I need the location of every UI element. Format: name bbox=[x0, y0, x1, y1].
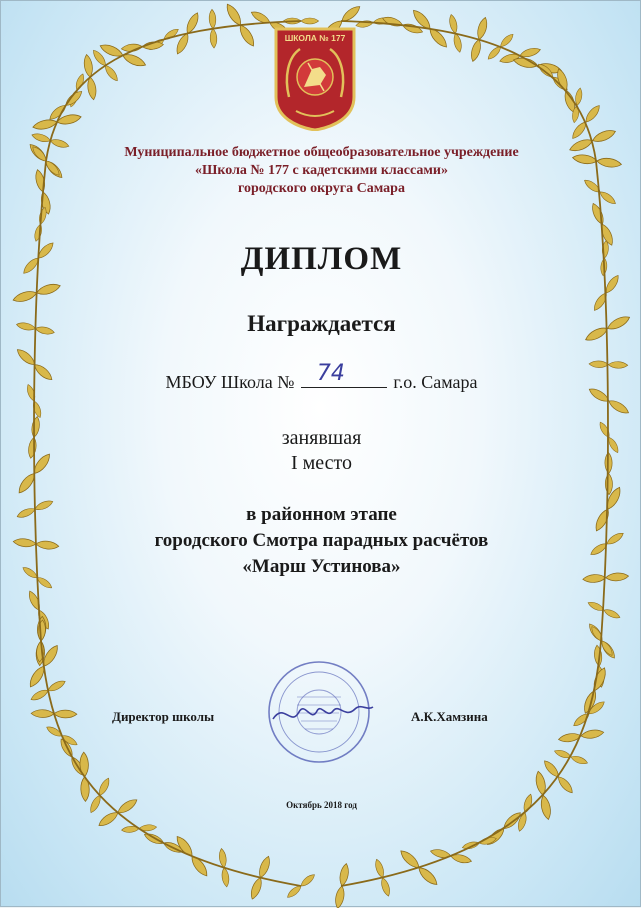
diploma-title: ДИПЛОМ bbox=[240, 241, 403, 277]
event-line-1: в районном этапе bbox=[246, 504, 397, 525]
event-line-2: городского Смотра парадных расчётов bbox=[154, 530, 489, 551]
place-text: I место bbox=[290, 452, 353, 474]
school-emblem bbox=[274, 27, 356, 131]
institution-line-3: городского округа Самара bbox=[238, 181, 405, 196]
occupied-text: занявшая bbox=[281, 427, 362, 449]
school-number-blank bbox=[301, 361, 387, 388]
school-line bbox=[1, 361, 641, 393]
signature-name: А.К.Хамзина bbox=[411, 709, 488, 724]
school-suffix: г.о. Самара bbox=[393, 372, 478, 392]
issue-date: Октябрь 2018 год bbox=[286, 800, 357, 810]
institution-line-1: Муниципальное бюджетное общеобразовательное учреждение bbox=[124, 145, 519, 160]
school-number-handwritten: 74 bbox=[316, 361, 345, 386]
official-stamp bbox=[259, 657, 379, 767]
signature-role: Директор школы bbox=[112, 709, 215, 724]
institution-line-2: «Школа № 177 с кадетскими классами» bbox=[195, 163, 448, 178]
school-prefix: МБОУ Школа № bbox=[165, 372, 295, 392]
awarded-heading: Награждается bbox=[247, 311, 396, 336]
emblem-caption: ШКОЛА № 177 bbox=[284, 33, 346, 43]
event-line-3: «Марш Устинова» bbox=[242, 556, 401, 577]
